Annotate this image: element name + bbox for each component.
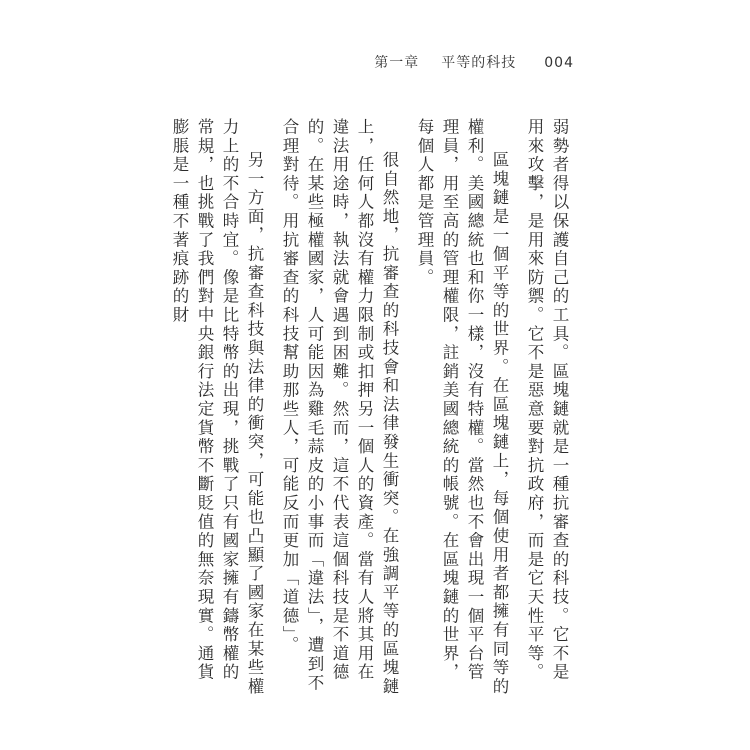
paragraph-blockchain-equality: 區塊鏈是一個平等的世界。在區塊鏈上，每個使用者都擁有同等的權利。美國總統也和你一樣，沒有特權。當然也不會出現一個平台管理員，用至高的管理權限，註銷美國總統的帳號。在區塊鏈的世界，每個人都是管理員。 xyxy=(415,118,509,697)
paragraph-law-conflict: 很自然地，抗審查的科技會和法律發生衝突。在強調平等的區塊鏈上，任何人都沒有權力限制或扣押另一個人的資產。當有人將其用在違法用途時，執法就會遇到困難。然而，這不代表這個科技是不道德的。在某些極權國家，人可能因為雞毛蒜皮的小事而「違法」，遭到不合理對待。用抗審查的科技幫助那些人，可能反而更加「道德」。 xyxy=(280,118,399,697)
page-number: 004 xyxy=(544,55,574,71)
chapter-label: 第一章 xyxy=(374,55,420,71)
chapter-title: 平等的科技 xyxy=(441,55,517,71)
paragraph-state-power: 另一方面，抗審查科技與法律的衝突，可能也凸顯了國家在某些權力上的不合時宜。像是比特幣的出現，挑戰了只有國家擁有鑄幣權的常規，也挑戰了我們對中央銀行法定貨幣不斷貶值的無奈現實。通貨膨脹是一種不著痕跡的財 xyxy=(170,118,264,697)
vertical-body-text xyxy=(172,118,572,698)
running-header xyxy=(374,52,574,72)
paragraph-continuation: 弱勢者得以保護自己的工具。區塊鏈就是一種抗審查的科技。它不是用來攻擊，是用來防禦。它不是惡意要對抗政府，而是它天性平等。 xyxy=(525,118,569,682)
